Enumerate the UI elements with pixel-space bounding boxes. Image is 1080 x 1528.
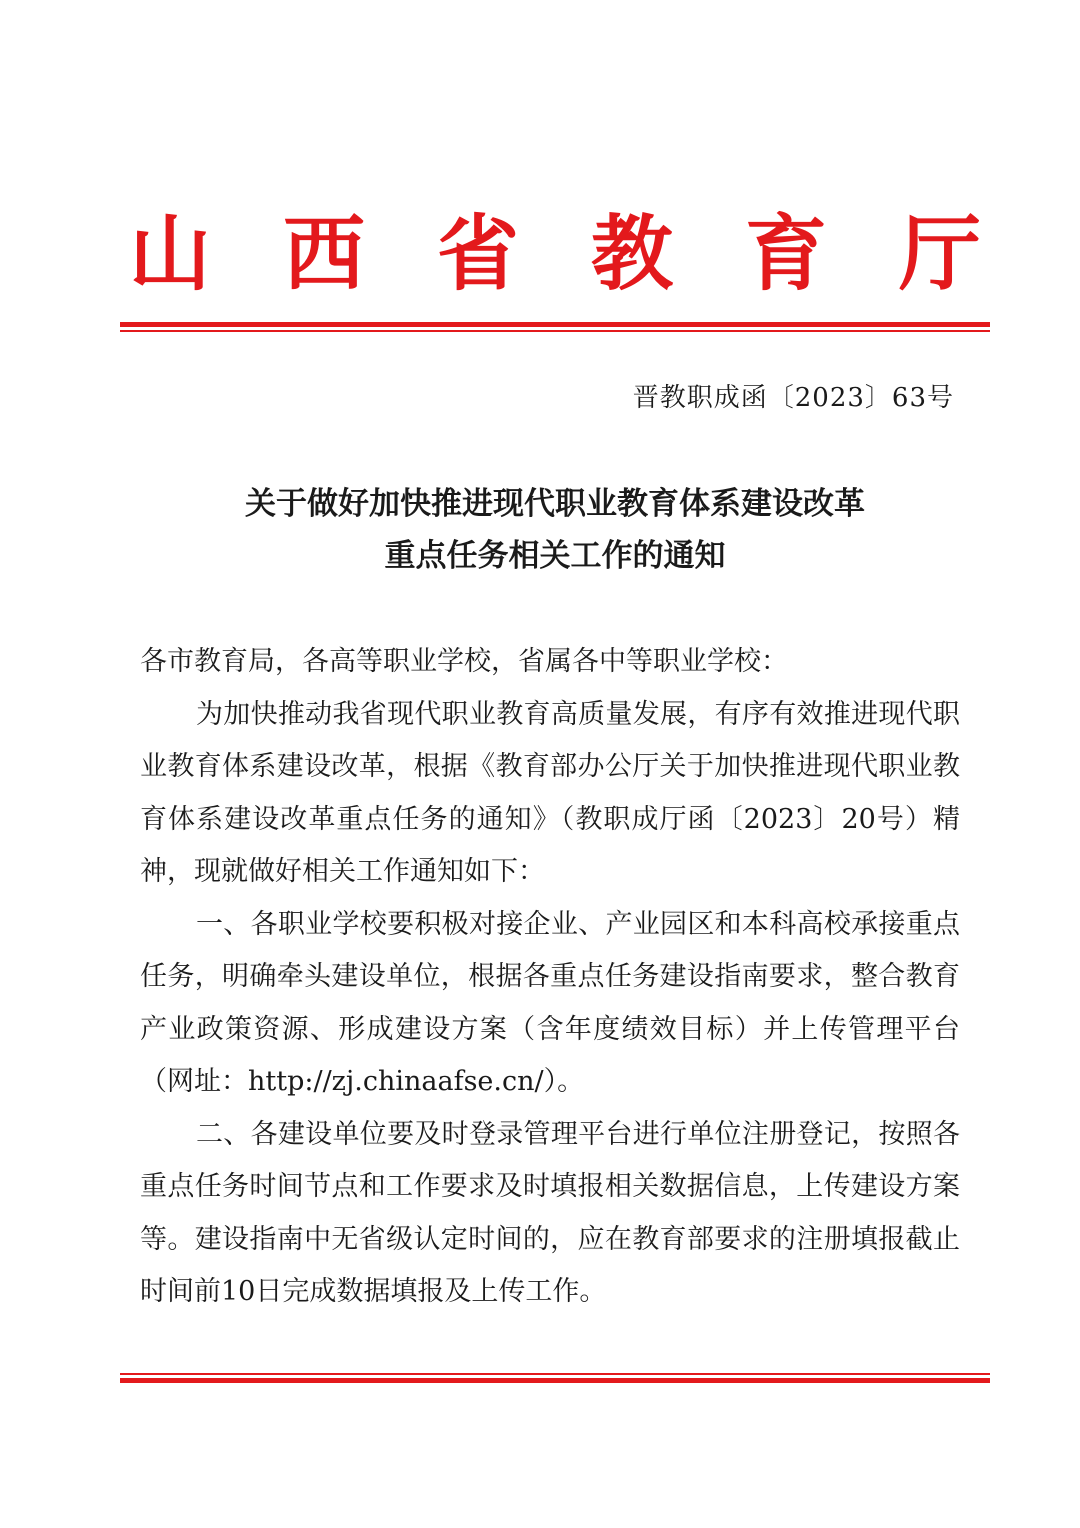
addressee-line: 各市教育局，各高等职业学校，省属各中等职业学校： (140, 646, 788, 677)
org-name-char: 教 (590, 207, 673, 302)
org-name-char: 育 (744, 207, 827, 302)
body-paragraph: 为加快推动我省现代职业教育高质量发展，有序有效推进现代职业教育体系建设改革，根据《教育部办公厅关于加快推进现代职业教育体系建设改革重点任务的通知》（教职成厅函〔2023〕20号）精神，现就做好相关工作通知如下： (140, 698, 960, 887)
thin-red-line (120, 1373, 990, 1375)
body-paragraph: 二、各建设单位要及时登录管理平台进行单位注册登记，按照各重点任务时间节点和工作要求及时填报相关数据信息，上传建设方案等。建设指南中无省级认定时间的，应在教育部要求的注册填报截止时间前10日完成数据填报及上传工作。 (140, 1118, 960, 1307)
org-name-char: 山 (128, 207, 211, 302)
thick-red-line (120, 1378, 990, 1383)
document-number: 晋教职成函〔2023〕63号 (632, 383, 954, 413)
org-name-char: 西 (282, 207, 365, 302)
issuing-organization-header (120, 205, 990, 305)
document-title (120, 478, 990, 582)
org-name-char: 厅 (898, 207, 981, 302)
title-line: 关于做好加快推进现代职业教育体系建设改革 (245, 486, 865, 522)
body-paragraph: 一、各职业学校要积极对接企业、产业园区和本科高校承接重点任务，明确牵头建设单位，根据各重点任务建设指南要求，整合教育产业政策资源、形成建设方案（含年度绩效目标）并上传管理平台（网址：http://zj.chinaafse.cn/）。 (140, 908, 960, 1097)
title-line: 重点任务相关工作的通知 (384, 538, 726, 574)
thin-red-line (120, 330, 990, 332)
header-red-divider (120, 322, 990, 332)
footer-red-divider (120, 1373, 990, 1383)
document-body (140, 636, 960, 1319)
org-name-char: 省 (436, 207, 519, 302)
thick-red-line (120, 322, 990, 327)
